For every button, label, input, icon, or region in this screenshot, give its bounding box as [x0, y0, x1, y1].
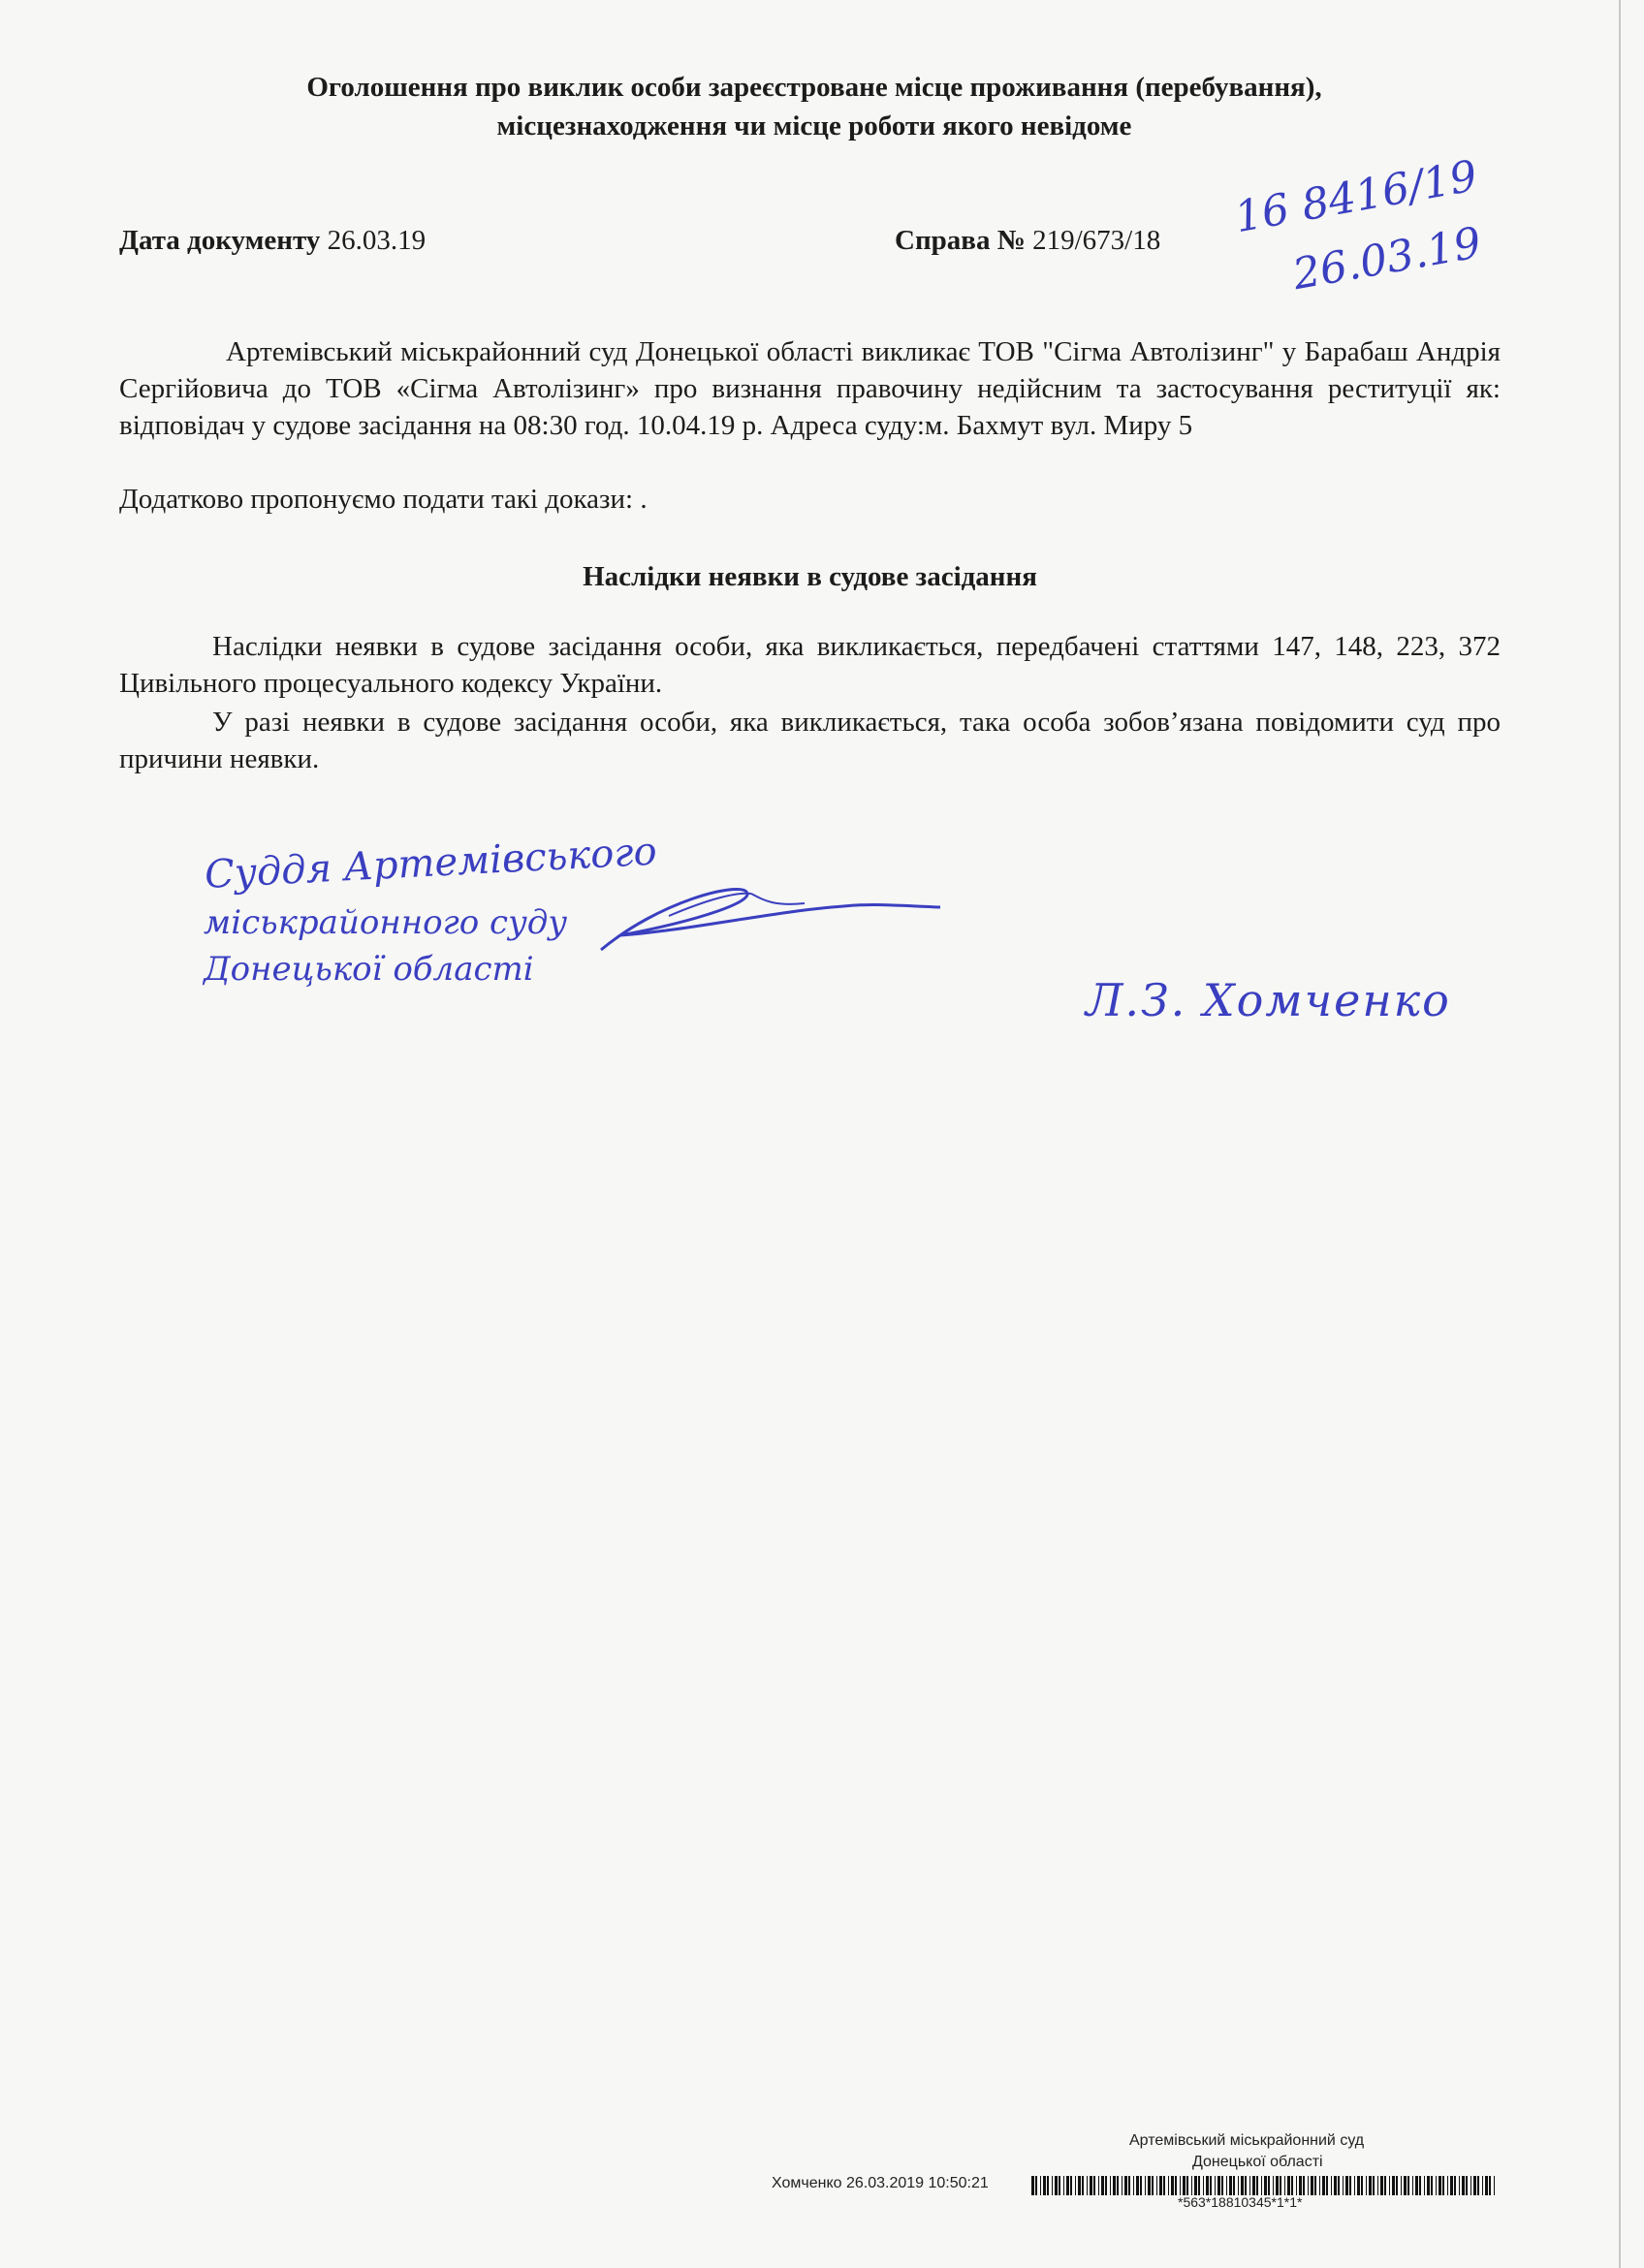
barcode-bar [1256, 2176, 1258, 2195]
barcode-bar [1377, 2176, 1378, 2195]
barcode-bar [1133, 2176, 1134, 2195]
notification-paragraph: У разі неявки в судове засідання особи, яка викликається, така особа зобов’язана повідомити суд про причини неявки. [119, 707, 1501, 774]
sig-line-1: Суддя Артемівського [204, 829, 658, 898]
barcode-bar [1152, 2176, 1154, 2195]
barcode-bar [1431, 2176, 1433, 2195]
case-label: Справа № [895, 225, 1026, 256]
barcode-bar [1450, 2176, 1453, 2195]
barcode-bar [1163, 2176, 1165, 2195]
barcode-bar [1482, 2176, 1483, 2195]
barcode-bar [1140, 2176, 1142, 2195]
barcode-bar [1392, 2176, 1395, 2195]
barcode-bar [1180, 2176, 1181, 2195]
barcode-bar [1389, 2176, 1390, 2195]
barcode-bar [1436, 2176, 1437, 2195]
barcode-icon [1031, 2176, 1497, 2195]
barcode-bar [1047, 2176, 1049, 2195]
barcode-bar [1040, 2176, 1041, 2195]
barcode-bar [1159, 2176, 1162, 2195]
signature-scribble [582, 863, 950, 979]
barcode-bar [1128, 2176, 1130, 2195]
barcode-bar [1191, 2176, 1192, 2195]
barcode-bar [1210, 2176, 1212, 2195]
barcode-bar [1485, 2176, 1488, 2195]
note-line-1: 16 8416/19 [1231, 151, 1481, 243]
case-value: 219/673/18 [1032, 225, 1161, 256]
date-value: 26.03.19 [327, 225, 427, 256]
barcode-bar [1268, 2176, 1270, 2195]
barcode-bar [1215, 2176, 1216, 2195]
scan-edge-line [1619, 0, 1621, 2268]
barcode-bar [1145, 2176, 1146, 2195]
barcode-bar [1373, 2176, 1375, 2195]
barcode-bar [1217, 2176, 1220, 2195]
barcode-bar [1299, 2176, 1302, 2195]
barcode-bar [1291, 2176, 1293, 2195]
barcode-bar [1415, 2176, 1418, 2195]
barcode-bar [1063, 2176, 1064, 2195]
barcode-bar [1194, 2176, 1197, 2195]
barcode-bar [1419, 2176, 1421, 2195]
barcode-bar [1349, 2176, 1351, 2195]
barcode-bar [1334, 2176, 1337, 2195]
title-line-2: місцезнаходження чи місце роботи якого невідоме [496, 110, 1132, 142]
barcode-bar [1098, 2176, 1099, 2195]
barcode-bar [1245, 2176, 1247, 2195]
barcode-bar [1148, 2176, 1151, 2195]
barcode-bar [1110, 2176, 1111, 2195]
title-line-1: Оголошення про виклик особи зареєстроване місце проживання (перебування), [306, 72, 1322, 103]
barcode-bar [1156, 2176, 1157, 2195]
barcode-bar [1171, 2176, 1174, 2195]
barcode-bar [1319, 2176, 1320, 2195]
date-label: Дата документу [119, 225, 321, 256]
barcode-bar [1113, 2176, 1116, 2195]
handwritten-registration-note [1231, 151, 1485, 300]
barcode-bar [1438, 2176, 1441, 2195]
stamp-court-line-1: Артемівський міськрайонний суд [1129, 2132, 1365, 2149]
summons-paragraph: Артемівський міськрайонний суд Донецької області викликає ТОВ "Сігма Автолізинг" у Барабаш Андрія Сергійовича до ТОВ «Сігма Автолізинг» про визнання правочину недійсним та застосування реституції як: відповідач у судове засідання на 08:30 год. 10.04.19 р. Адреса суду:м. Бахмут вул. Миру 5 [119, 336, 1501, 441]
document-date [119, 221, 426, 260]
barcode-bar [1427, 2176, 1430, 2195]
barcode-bar [1361, 2176, 1363, 2195]
stamp-signer: Хомченко 26.03.2019 10:50:21 [772, 2175, 989, 2191]
barcode-bar [1087, 2176, 1088, 2195]
barcode-bar [1206, 2176, 1209, 2195]
barcode-bar [1264, 2176, 1267, 2195]
barcode-bar [1473, 2176, 1476, 2195]
barcode-bar [1186, 2176, 1188, 2195]
barcode-bar [1338, 2176, 1340, 2195]
case-number [895, 221, 1160, 260]
barcode-bar [1226, 2176, 1227, 2195]
sig-line-2: міськрайонного суду [204, 903, 568, 942]
stamp-court-line-2: Донецької області [1192, 2154, 1323, 2170]
barcode-bar [1229, 2176, 1232, 2195]
barcode-bar [1261, 2176, 1262, 2195]
barcode-bar [1462, 2176, 1465, 2195]
barcode-bar [1296, 2176, 1297, 2195]
barcode-bar [1078, 2176, 1081, 2195]
barcode-bar [1345, 2176, 1348, 2195]
barcode-bar [1238, 2176, 1239, 2195]
barcode-bar [1093, 2176, 1095, 2195]
barcode-bar [1082, 2176, 1084, 2195]
barcode-bar [1470, 2176, 1471, 2195]
barcode-bar [1322, 2176, 1325, 2195]
evidence-paragraph: Додатково пропонуємо подати такі докази: . [119, 484, 648, 515]
barcode-bar [1066, 2176, 1069, 2195]
barcode-bar [1276, 2176, 1279, 2195]
barcode-bar [1466, 2176, 1468, 2195]
barcode-bar [1117, 2176, 1119, 2195]
barcode-bar [1101, 2176, 1104, 2195]
barcode-bar [1241, 2176, 1244, 2195]
barcode-bar [1314, 2176, 1316, 2195]
barcode-bar [1031, 2176, 1034, 2195]
sig-line-3: Донецької області [204, 950, 534, 989]
consequences-paragraph: Наслідки неявки в судове засідання особи, яка викликається, передбачені статтями 147, 148, 223, 372 Цивільного процесуального кодексу України. [119, 631, 1501, 699]
barcode-bar [1401, 2176, 1402, 2195]
barcode-bar [1059, 2176, 1060, 2195]
section-title: Наслідки неявки в судове засідання [583, 561, 1037, 592]
barcode-bar [1124, 2176, 1127, 2195]
barcode-bar [1052, 2176, 1053, 2195]
barcode-bar [1273, 2176, 1274, 2195]
barcode-bar [1369, 2176, 1372, 2195]
barcode-bar [1252, 2176, 1255, 2195]
judge-handwritten-name: Л.З. Хомченко [1086, 974, 1451, 1026]
barcode-bar [1233, 2176, 1235, 2195]
barcode-bar [1366, 2176, 1367, 2195]
barcode-bar [1354, 2176, 1355, 2195]
barcode-bar [1168, 2176, 1169, 2195]
barcode-bar [1287, 2176, 1290, 2195]
barcode-bar [1384, 2176, 1386, 2195]
barcode-bar [1075, 2176, 1076, 2195]
barcode-bar [1326, 2176, 1328, 2195]
barcode-bar [1043, 2176, 1046, 2195]
barcode-bar [1249, 2176, 1250, 2195]
barcode-bar [1454, 2176, 1456, 2195]
barcode-bar [1343, 2176, 1344, 2195]
barcode-bar [1331, 2176, 1332, 2195]
barcode-bar [1311, 2176, 1313, 2195]
barcode-bar [1070, 2176, 1072, 2195]
barcode-bar [1489, 2176, 1491, 2195]
barcode-bar [1175, 2176, 1177, 2195]
barcode-bar [1203, 2176, 1204, 2195]
barcode-bar [1404, 2176, 1407, 2195]
barcode-bar [1198, 2176, 1200, 2195]
barcode-bar [1357, 2176, 1360, 2195]
note-line-2: 26.03.19 [1289, 217, 1485, 300]
barcode-bar [1090, 2176, 1092, 2195]
barcode-bar [1136, 2176, 1139, 2195]
barcode-bar [1447, 2176, 1448, 2195]
barcode-bar [1308, 2176, 1309, 2195]
barcode-bar [1412, 2176, 1413, 2195]
barcode-bar [1424, 2176, 1425, 2195]
barcode-bar [1221, 2176, 1223, 2195]
barcode-bar [1284, 2176, 1285, 2195]
barcode-bar [1380, 2176, 1383, 2195]
barcode-bar [1303, 2176, 1305, 2195]
barcode-bar [1477, 2176, 1479, 2195]
stamp-code: *563*18810345*1*1* [1178, 2194, 1303, 2210]
barcode-bar [1396, 2176, 1398, 2195]
barcode-bar [1055, 2176, 1058, 2195]
document-title [116, 68, 1512, 145]
barcode-bar [1183, 2176, 1186, 2195]
barcode-bar [1494, 2176, 1495, 2195]
barcode-bar [1407, 2176, 1409, 2195]
barcode-bar [1280, 2176, 1281, 2195]
barcode-bar [1035, 2176, 1037, 2195]
barcode-bar [1105, 2176, 1107, 2195]
barcode-bar [1459, 2176, 1460, 2195]
barcode-bar [1442, 2176, 1444, 2195]
